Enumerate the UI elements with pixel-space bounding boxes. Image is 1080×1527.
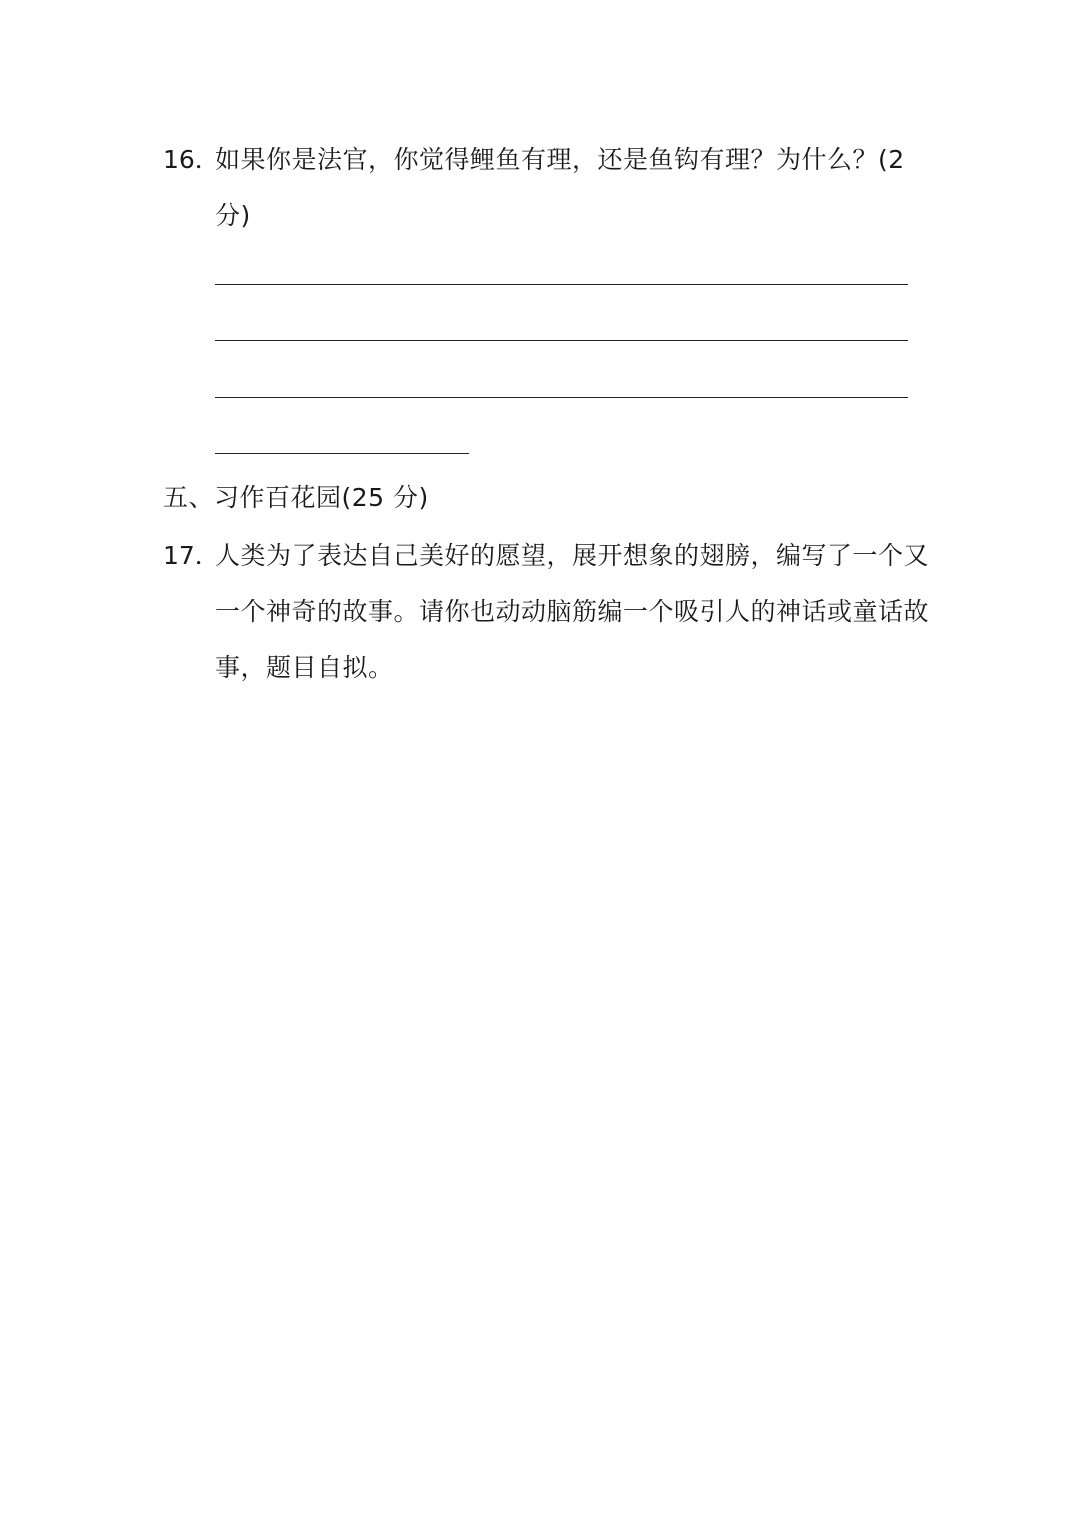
question-number: 17． xyxy=(163,541,220,570)
answer-blank-line[interactable] xyxy=(215,340,908,341)
answer-blank-line[interactable] xyxy=(215,453,469,454)
question-number: 16． xyxy=(163,145,220,174)
section-heading: 五、习作百花园(25 分) xyxy=(163,483,429,512)
answer-blank-line[interactable] xyxy=(215,284,908,285)
question-text-line-2: 分) xyxy=(215,201,251,230)
question-text-line-1: 人类为了表达自己美好的愿望，展开想象的翅膀，编写了一个又 xyxy=(215,541,930,570)
answer-blank-line[interactable] xyxy=(215,397,908,398)
question-text-line-1: 如果你是法官，你觉得鲤鱼有理，还是鱼钩有理？为什么？(2 xyxy=(215,145,905,174)
question-text-line-2: 一个神奇的故事。请你也动动脑筋编一个吸引人的神话或童话故 xyxy=(215,597,930,626)
question-text-line-3: 事，题目自拟。 xyxy=(215,653,394,682)
